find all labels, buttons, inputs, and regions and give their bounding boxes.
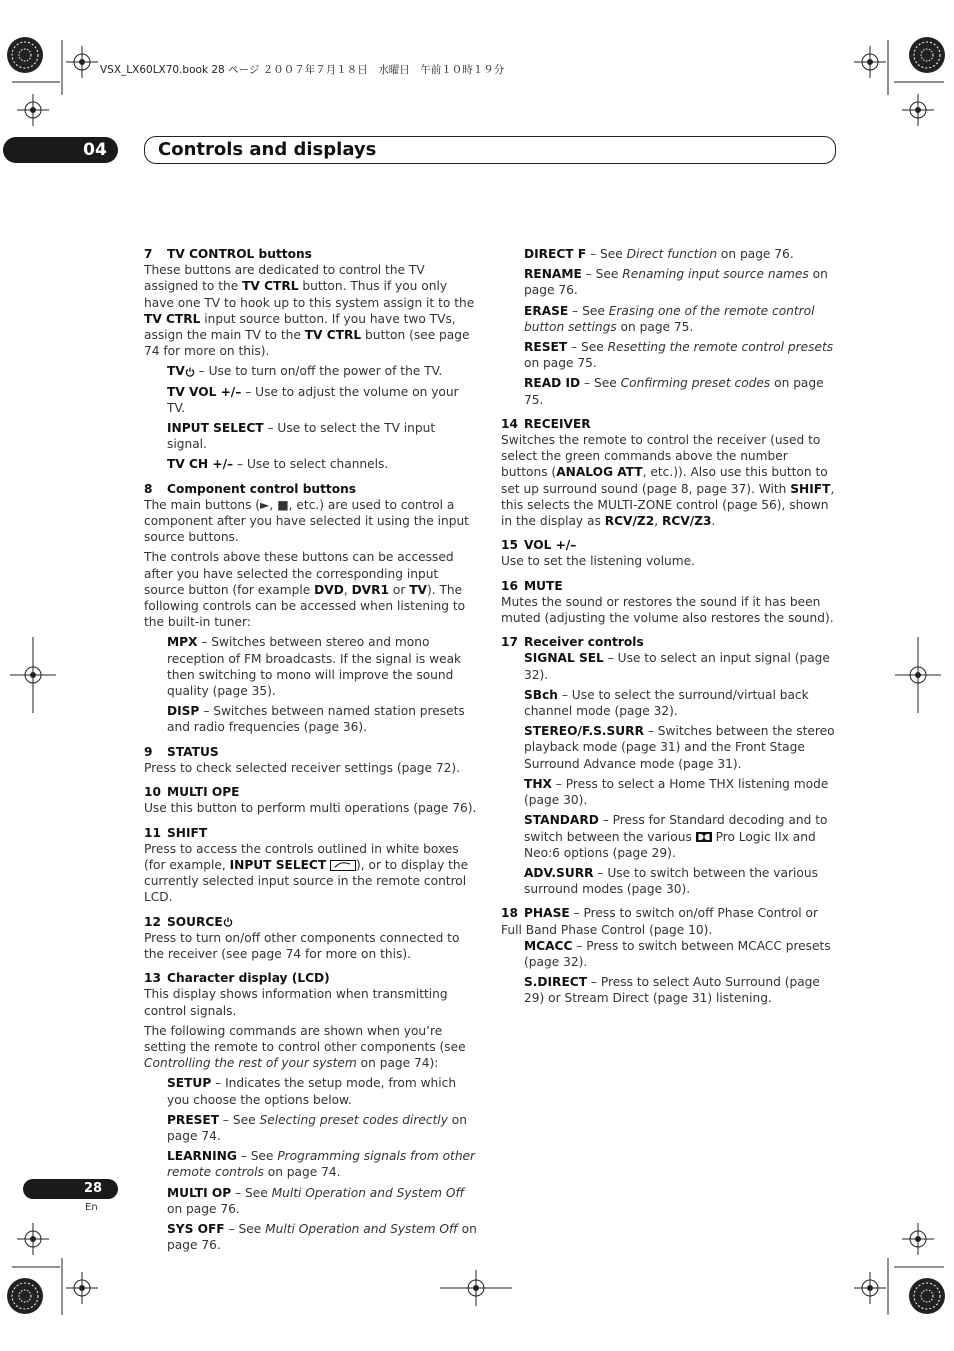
section-heading: 12 SOURCE <box>144 914 478 930</box>
paragraph: Switches the remote to control the receiver (used to select the green commands above the number buttons (ANALOG ATT, etc.)). Also use this button to set up surround sound (page 8, page 37). With SHIFT, this selects the MULTI-ZONE control (page 56), shown in the display as RCV/Z2, RCV/Z3. <box>501 433 835 529</box>
list-item: TV CH +/– – Use to select channels. <box>167 457 389 472</box>
section-heading: 17 Receiver controls <box>501 635 644 650</box>
section-heading: 13 Character display (LCD) <box>144 971 330 986</box>
right-column <box>501 246 837 1007</box>
input-select-button-icon <box>330 860 356 871</box>
list-item: STEREO/F.S.SURR – Switches between the stereo playback mode (page 31) and the Front Stage Surround Advance mode (page 31). <box>524 724 835 771</box>
list-item: MPX – Switches between stereo and mono reception of FM broadcasts. If the signal is weak then switching to mono will improve the sound quality (page 35). <box>167 635 462 699</box>
paragraph: This display shows information when transmitting control signals. <box>144 987 448 1018</box>
list-item: INPUT SELECT – Use to select the TV input signal. <box>167 421 436 452</box>
list-item: RENAME – See Renaming input source names on page 76. <box>524 267 828 298</box>
list-item: SETUP – Indicates the setup mode, from which you choose the options below. <box>167 1076 457 1107</box>
section-heading: 16 MUTE <box>501 578 563 593</box>
section-heading: 11 SHIFT <box>144 825 208 840</box>
section-18: 18 PHASE – Press to switch on/off Phase Control or Full Band Phase Control (page 10). <box>501 906 819 937</box>
power-icon <box>185 367 195 377</box>
dolby-logo-icon <box>696 832 712 842</box>
list-item: SYS OFF – See Multi Operation and System Off on page 76. <box>167 1221 477 1253</box>
power-icon <box>223 917 233 927</box>
paragraph: Mutes the sound or restores the sound if it has been muted (adjusting the volume also restores the sound). <box>501 594 834 626</box>
paragraph: The following commands are shown when you’re setting the remote to control other components (see Controlling the rest of your system on page 74): <box>144 1023 466 1071</box>
list-item: TV – Use to turn on/off the power of the TV. <box>167 364 443 379</box>
section-heading: 10 MULTI OPE <box>144 785 240 800</box>
page-language: En <box>85 1202 98 1213</box>
paragraph: The controls above these buttons can be accessed after you have selected the corresponding input source button (for example DVD, DVR1 or TV). The following controls can be accessed when listening to the built-in tuner: <box>144 550 466 630</box>
list-item: STANDARD – Press for Standard decoding and to switch between the various Pro Logic IIx and Neo:6 options (page 29). <box>524 813 828 860</box>
list-item: READ ID – See Confirming preset codes on page 75. <box>524 376 824 407</box>
paragraph: Press to turn on/off other components connected to the receiver (see page 74 for more on this). <box>144 930 460 961</box>
paragraph: Use to set the listening volume. <box>501 554 695 569</box>
list-item: MCACC – Press to switch between MCACC presets (page 32). <box>524 938 831 969</box>
section-heading: 8 Component control buttons <box>144 481 357 496</box>
list-item: PRESET – See Selecting preset codes directly on page 74. <box>167 1112 467 1143</box>
section-heading: 7 TV CONTROL buttons <box>144 247 312 261</box>
list-item: SIGNAL SEL – Use to select an input signal (page 32). <box>524 651 830 682</box>
paragraph: The main buttons (►, ■, etc.) are used to control a component after you have selected it using the input source buttons. <box>144 497 469 545</box>
list-item: MULTI OP – See Multi Operation and System Off on page 76. <box>167 1185 465 1216</box>
list-item: THX – Press to select a Home THX listening mode (page 30). <box>524 776 829 808</box>
section-heading: 14 RECEIVER <box>501 416 591 431</box>
list-item: RESET – See Resetting the remote control presets on page 75. <box>524 340 834 371</box>
chapter-title: Controls and displays <box>158 139 377 160</box>
list-item: DISP – Switches between named station presets and radio frequencies (page 36). <box>167 704 465 735</box>
left-column <box>144 246 478 1253</box>
paragraph: Use this button to perform multi operations (page 76). <box>144 801 477 816</box>
page-number: 28 <box>83 1181 103 1196</box>
list-item: TV VOL +/– – Use to adjust the volume on your TV. <box>167 384 459 415</box>
list-item: S.DIRECT – Press to select Auto Surround (page 29) or Stream Direct (page 31) listening. <box>524 975 820 1006</box>
chapter-number: 04 <box>83 140 107 160</box>
list-item: SBch – Use to select the surround/virtual back channel mode (page 32). <box>524 687 809 719</box>
list-item: ADV.SURR – Use to switch between the various surround modes (page 30). <box>524 865 818 897</box>
section-heading: 9 STATUS <box>144 744 219 759</box>
section-heading: 15 VOL +/– <box>501 538 577 553</box>
file-header: VSX_LX60LX70.book 28 ページ ２００７年７月１８日 水曜日 午前１０時１９分 <box>100 64 505 76</box>
paragraph: Press to access the controls outlined in white boxes (for example, INPUT SELECT ), or to display the currently selected input source in the remote control LCD. <box>144 841 469 905</box>
paragraph: These buttons are dedicated to control the TV assigned to the TV CTRL button. Thus if you only have one TV to hook up to this system assign it to the TV CTRL input source button. If you have two TVs, assign the main TV to the TV CTRL button (see page 74 for more on this). <box>144 263 475 359</box>
list-item: ERASE – See Erasing one of the remote control button settings on page 75. <box>524 303 815 334</box>
list-item: DIRECT F – See Direct function on page 76. <box>524 247 794 261</box>
paragraph: Press to check selected receiver settings (page 72). <box>144 760 461 775</box>
list-item: LEARNING – See Programming signals from other remote controls on page 74. <box>167 1149 476 1180</box>
